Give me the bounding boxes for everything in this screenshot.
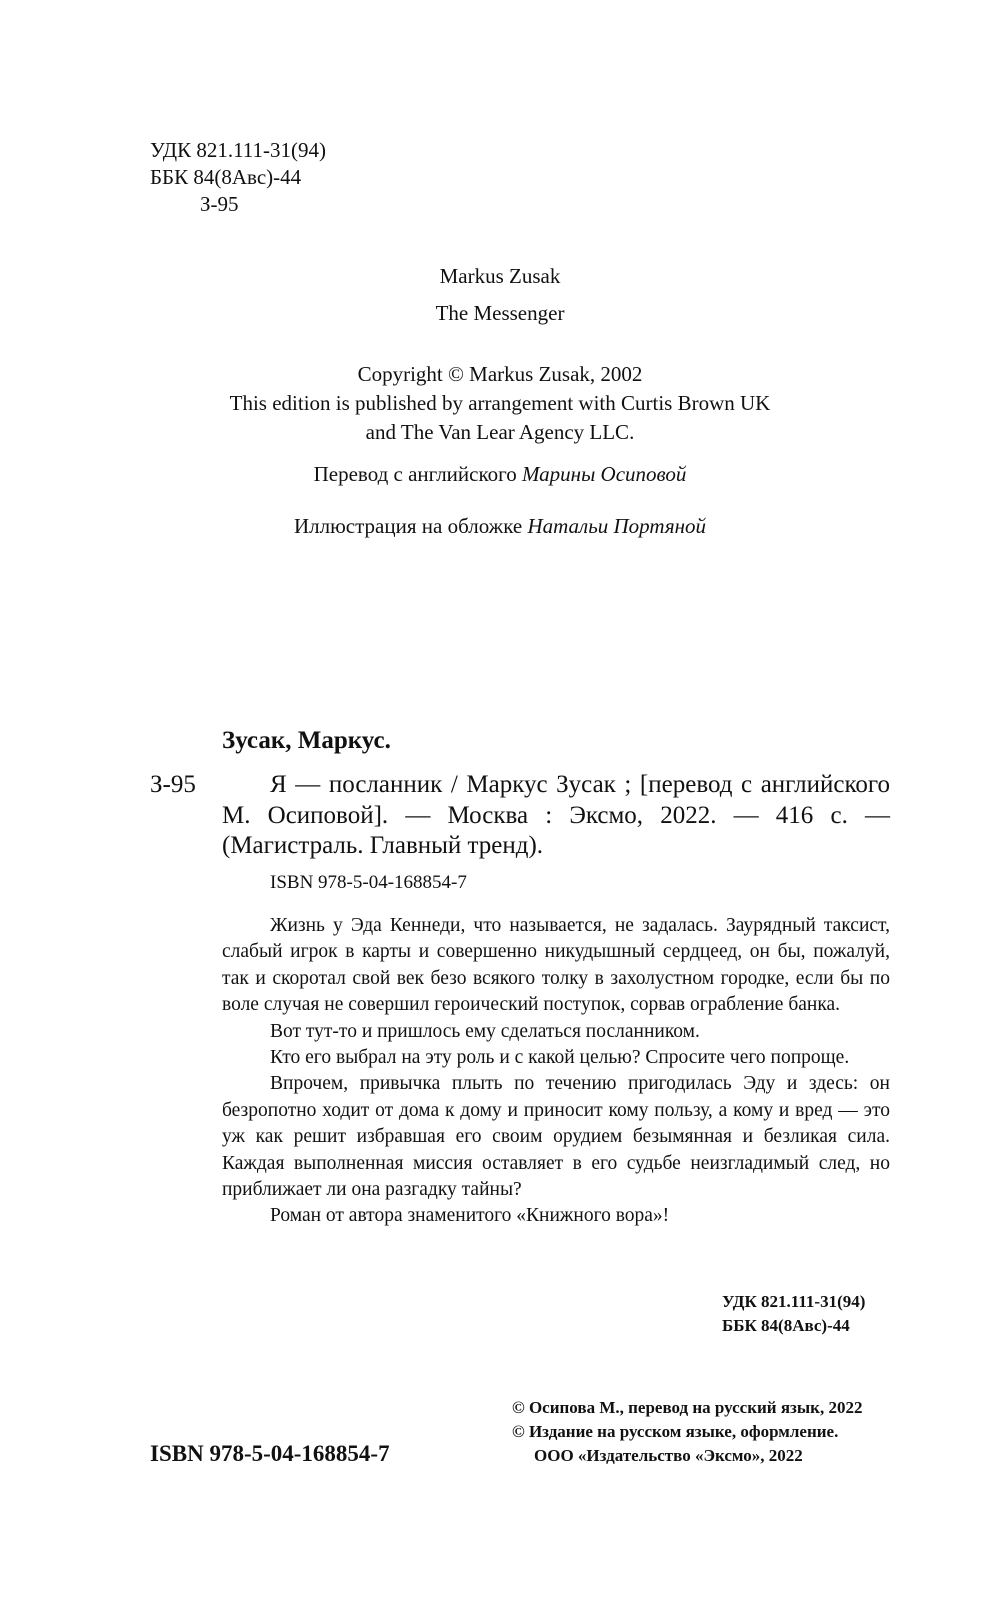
original-author: Markus Zusak (439, 264, 561, 288)
annotation-paragraph: Жизнь у Эда Кеннеди, что называется, не задалась. Заурядный таксист, слабый игрок в карты и совершенно никудышный сердцеед, он бы, пожалуй, так и скоротал свой век безо всякого толку в захолустном городке, если бы по воле случая не совершил героический поступок, сорвав ограбление банка. (222, 915, 890, 1016)
record-author-heading: Зусак, Маркус. (222, 727, 391, 754)
record-isbn: ISBN 978-5-04-168854-7 (270, 872, 467, 893)
record-description: Я — посланник / Маркус Зусак ; [перевод с английского М. Осиповой]. — Москва : Эксмо, 2022. — 416 с. — (Магистраль. Главный тренд). (222, 771, 890, 859)
publisher-line: ООО «Издательство «Эксмо», 2022 (534, 1446, 803, 1465)
translator-label: Перевод с английского (313, 462, 517, 486)
copyright-line: and The Van Lear Agency LLC. (365, 420, 635, 444)
illustrator-name: Натальи Портяной (527, 514, 706, 538)
udk-code: УДК 821.111-31(94) (150, 138, 326, 162)
translator-credit (0, 460, 1000, 489)
annotation-classification (722, 1290, 865, 1338)
original-copyright (0, 360, 1000, 447)
annotation-paragraph: Впрочем, привычка плыть по течению пригодилась Эду и здесь: он безропотно ходит от дома к дому и приносит кому пользу, а кому и вред — это уж как решит избравшая его своим орудием безымянная и безликая сила. Каждая выполненная миссия оставляет в его судьбе неизгладимый след, но приближает ли она разгадку тайны? (222, 1073, 890, 1201)
annotation-bbk: ББК 84(8Авс)-44 (722, 1316, 850, 1335)
illustrator-label: Иллюстрация на обложке (293, 514, 523, 538)
classification-block (150, 137, 326, 218)
illustrator-credit (0, 512, 1000, 541)
bbk-code: ББК 84(8Авс)-44 (150, 165, 302, 189)
original-title: The Messenger (435, 301, 565, 325)
annotation-paragraph: Вот тут-то и пришлось ему сделаться посланником. (270, 1020, 700, 1042)
translator-name: Марины Осиповой (521, 462, 687, 486)
copyright-line: This edition is published by arrangement with Curtis Brown UK (229, 391, 771, 415)
annotation (222, 913, 890, 1230)
author-mark: З-95 (200, 192, 239, 216)
copyright-edition: © Издание на русском языке, оформление. (512, 1422, 839, 1441)
annotation-udk: УДК 821.111-31(94) (722, 1292, 866, 1311)
russian-copyrights (512, 1396, 862, 1468)
copyright-translation: © Осипова М., перевод на русский язык, 2022 (512, 1398, 863, 1417)
copyright-line: Copyright © Markus Zusak, 2002 (357, 362, 643, 386)
footer-isbn: ISBN 978-5-04-168854-7 (150, 1441, 390, 1466)
annotation-paragraph: Роман от автора знаменитого «Книжного вора»! (270, 1205, 670, 1227)
record-author-mark: З-95 (150, 771, 196, 798)
annotation-paragraph: Кто его выбрал на эту роль и с какой целью? Спросите чего попроще. (270, 1047, 850, 1069)
